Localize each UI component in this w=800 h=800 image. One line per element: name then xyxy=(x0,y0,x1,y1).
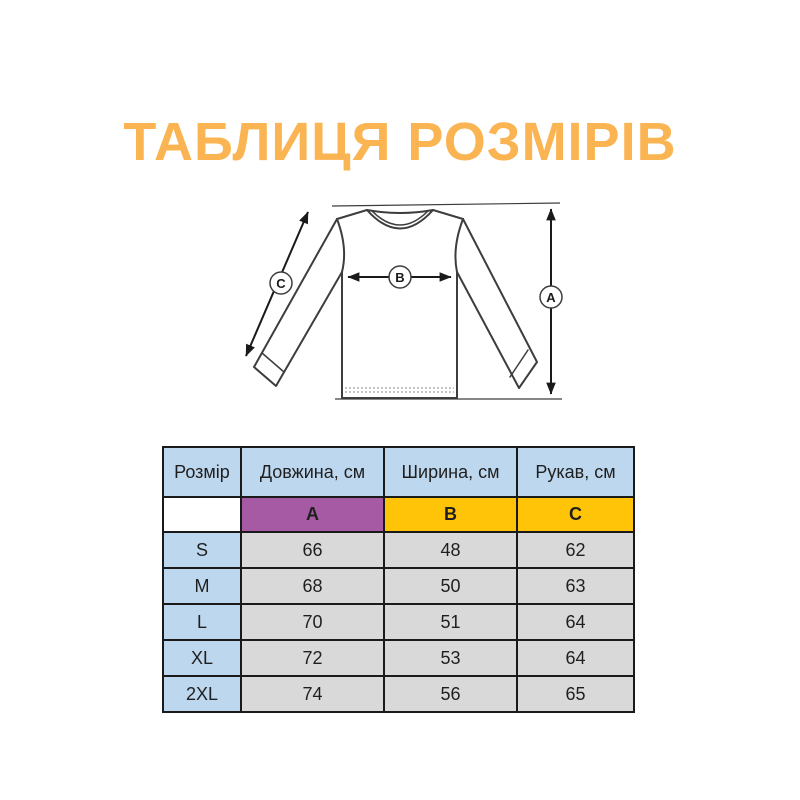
table-row xyxy=(163,640,634,676)
width-cell: 48 xyxy=(384,532,517,568)
size-table xyxy=(162,446,635,713)
width-cell: 56 xyxy=(384,676,517,712)
top-reference-line xyxy=(332,203,560,206)
sleeve-cell: 65 xyxy=(517,676,634,712)
letter-c-cell: C xyxy=(517,497,634,532)
size-cell: L xyxy=(163,604,241,640)
letter-a-cell: A xyxy=(241,497,384,532)
width-cell: 51 xyxy=(384,604,517,640)
table-row xyxy=(163,676,634,712)
header-sleeve: Рукав, см xyxy=(517,447,634,497)
width-cell: 53 xyxy=(384,640,517,676)
page-title: ТАБЛИЦЯ РОЗМІРІВ xyxy=(123,112,677,172)
shirt-diagram xyxy=(225,185,575,415)
table-row xyxy=(163,532,634,568)
length-cell: 68 xyxy=(241,568,384,604)
sleeve-label: C xyxy=(276,276,286,291)
table-row xyxy=(163,568,634,604)
header-row xyxy=(163,447,634,497)
header-size: Розмір xyxy=(163,447,241,497)
letter-row xyxy=(163,497,634,532)
size-cell: S xyxy=(163,532,241,568)
sleeve-cell: 63 xyxy=(517,568,634,604)
width-cell: 50 xyxy=(384,568,517,604)
length-label: A xyxy=(546,290,556,305)
length-cell: 70 xyxy=(241,604,384,640)
header-width: Ширина, см xyxy=(384,447,517,497)
length-cell: 66 xyxy=(241,532,384,568)
sleeve-cell: 64 xyxy=(517,640,634,676)
empty-cell xyxy=(163,497,241,532)
length-cell: 74 xyxy=(241,676,384,712)
sleeve-cell: 64 xyxy=(517,604,634,640)
header-length: Довжина, см xyxy=(241,447,384,497)
width-label: B xyxy=(395,270,405,285)
letter-b-cell: B xyxy=(384,497,517,532)
length-cell: 72 xyxy=(241,640,384,676)
size-cell: XL xyxy=(163,640,241,676)
size-cell: M xyxy=(163,568,241,604)
table-row xyxy=(163,604,634,640)
size-cell: 2XL xyxy=(163,676,241,712)
sleeve-cell: 62 xyxy=(517,532,634,568)
